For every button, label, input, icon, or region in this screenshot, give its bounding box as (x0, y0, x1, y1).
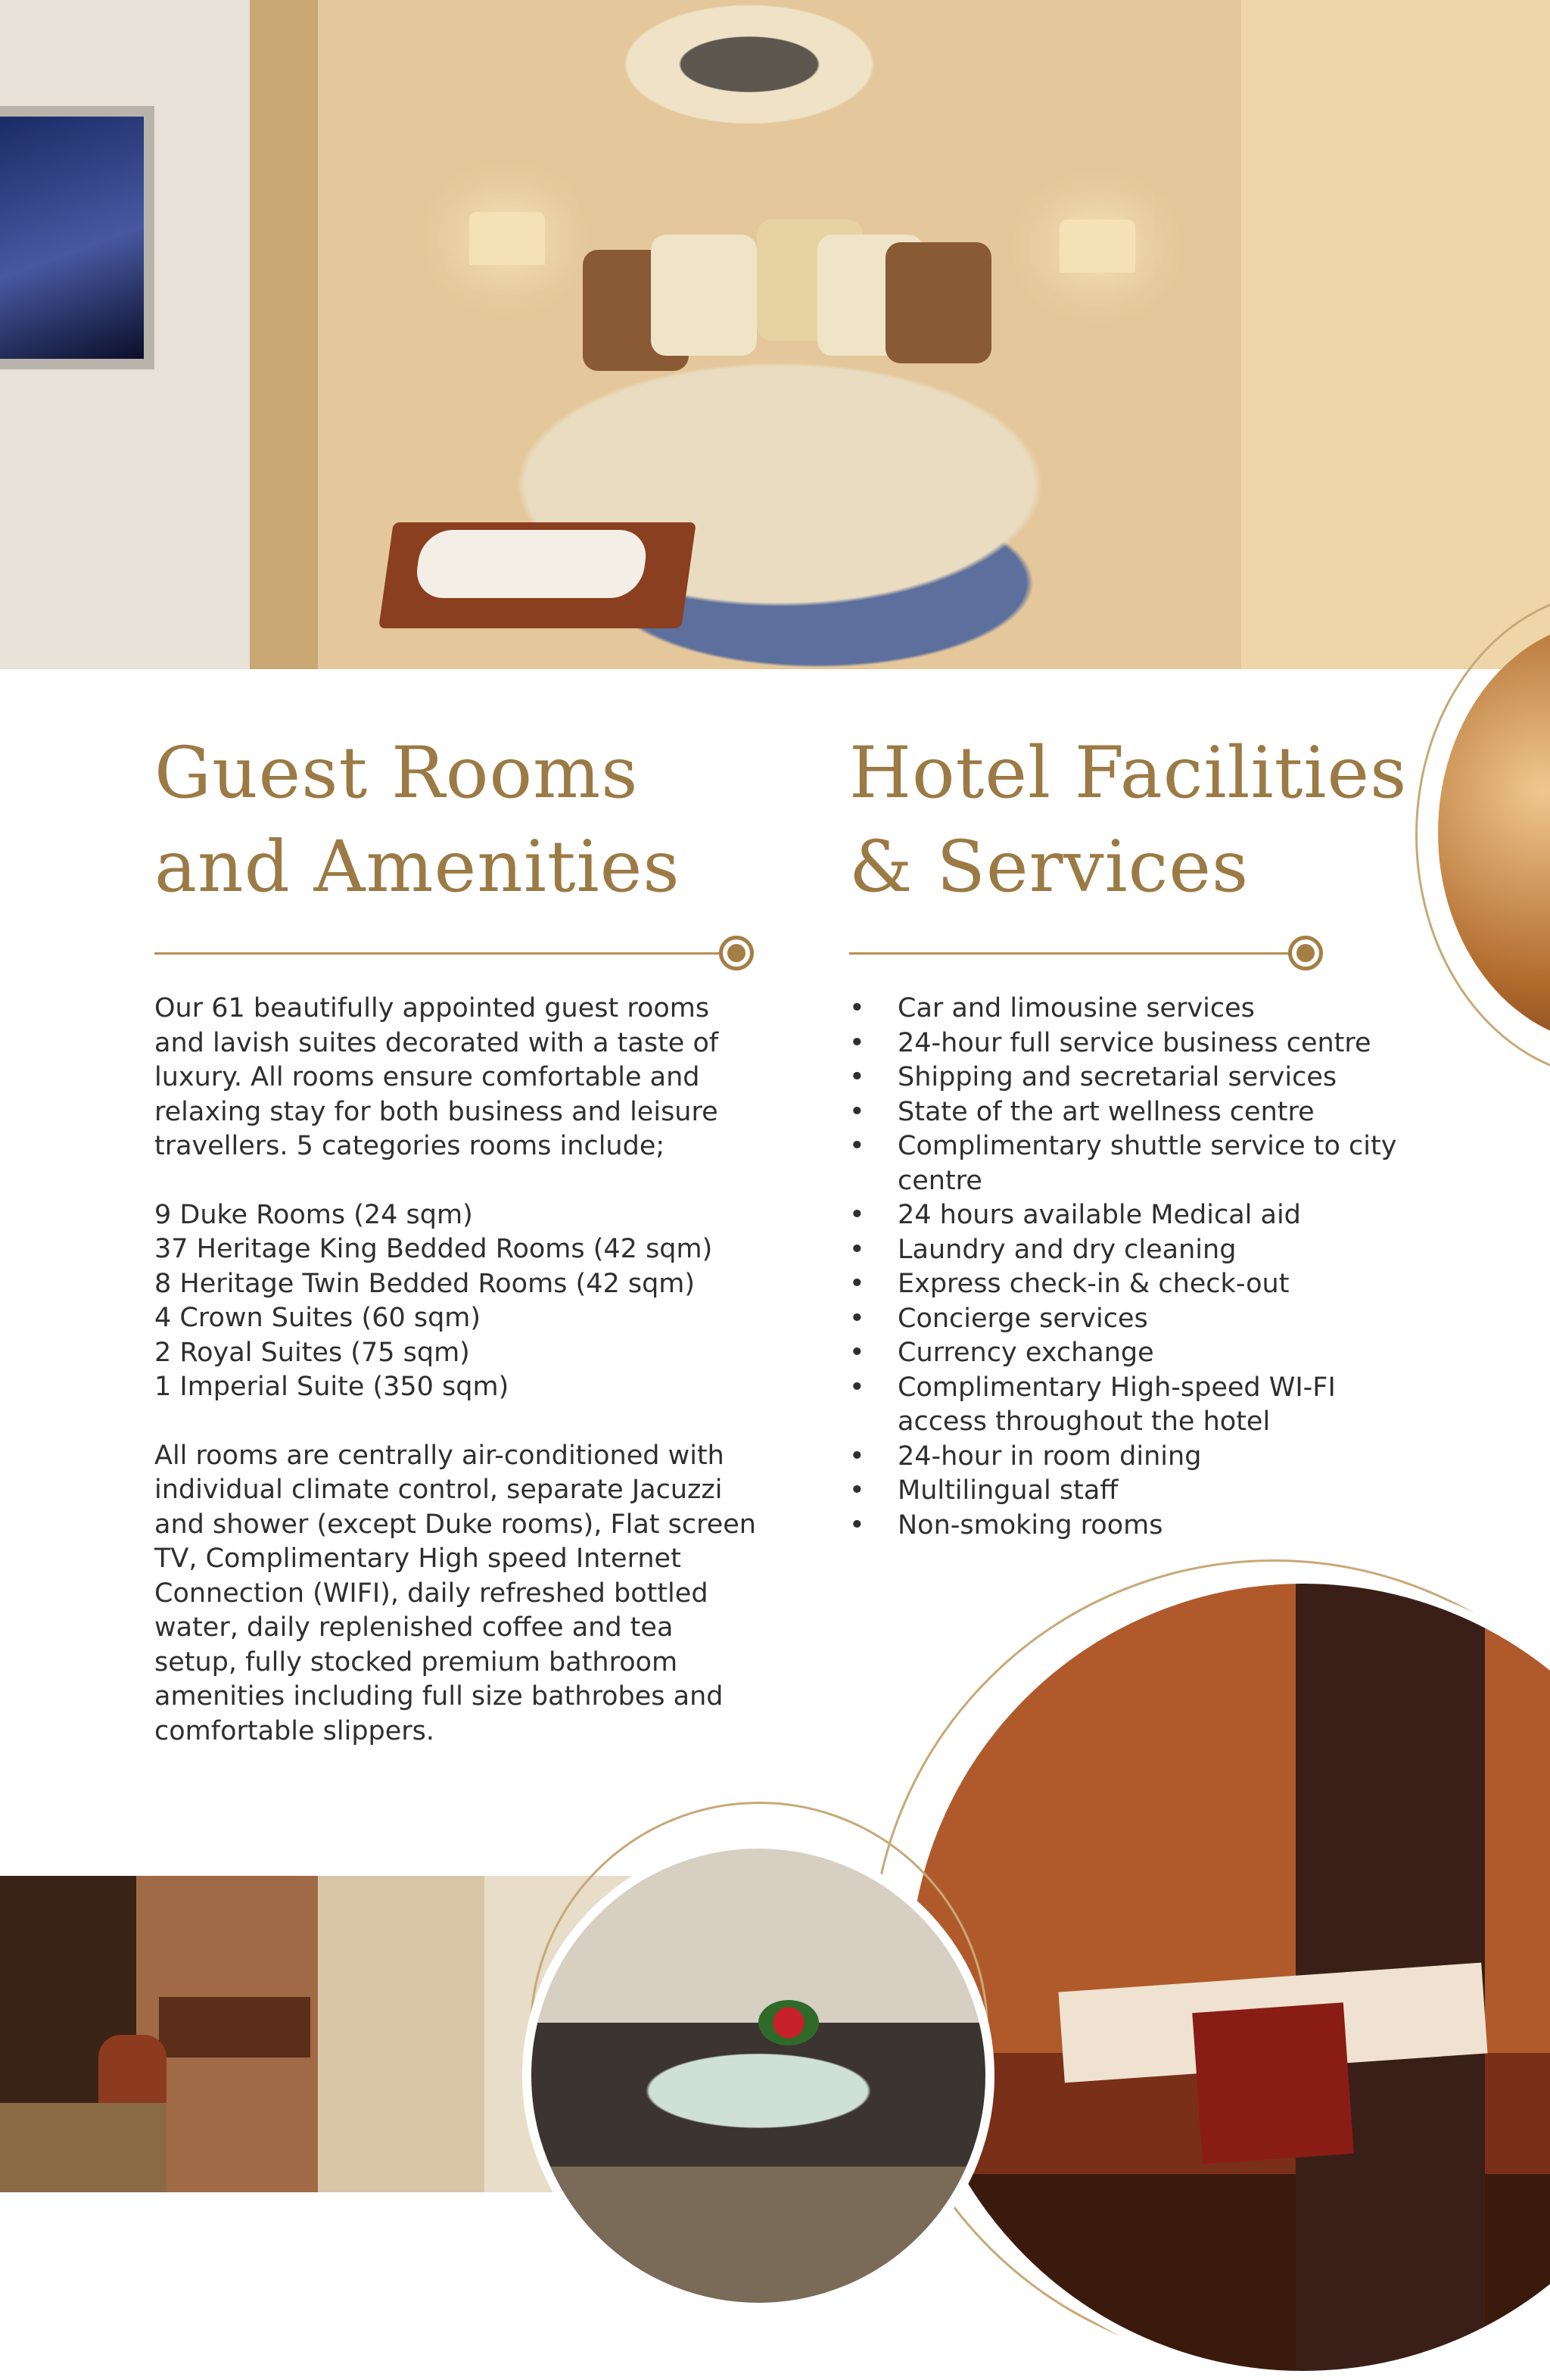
room-categories-list (154, 1198, 760, 1405)
facility-item: • Currency exchange (849, 1336, 1485, 1371)
facility-item: • 24-hour full service business centre (849, 1026, 1485, 1061)
bedside-lamp-left (469, 212, 545, 265)
room-category: 8 Heritage Twin Bedded Rooms (42 sqm) (154, 1268, 696, 1299)
hero-bedroom-photo (0, 0, 1550, 669)
bedside-lamp-right (1060, 220, 1135, 273)
facility-item: • State of the art wellness centre (849, 1095, 1485, 1130)
guest-rooms-heading-line1: Guest Rooms (154, 732, 639, 815)
guest-rooms-heading-line2: and Amenities (154, 826, 680, 908)
facilities-heading-line1: Hotel Facilities (849, 732, 1408, 815)
facility-item: • 24 hours available Medical aid (849, 1198, 1485, 1233)
room-category: 2 Royal Suites (75 sqm) (154, 1337, 470, 1368)
wall-tv (0, 106, 154, 369)
facility-item: • Complimentary High-speed WI-FI access throughout the hotel (849, 1371, 1352, 1440)
divider-ornament-icon (719, 936, 754, 970)
room-category: 9 Duke Rooms (24 sqm) (154, 1199, 473, 1230)
jacuzzi-circle-photo (522, 1840, 994, 2312)
room-amenities: All rooms are centrally air-conditioned with individual climate control, separate Jacuzzi and shower (except Duke rooms), Flat screen TV, Complimentary High speed Internet Connection (WIFI), daily refreshed bottled water, daily replenished coffee and tea setup, fully stocked premium bathroom amenities including full size bathrobes and comfortable slippers. (154, 1440, 756, 1746)
facility-item: • Non-smoking rooms (849, 1509, 1485, 1544)
facilities-heading (849, 727, 1470, 914)
flower-vase (758, 2000, 819, 2045)
guest-rooms-intro: Our 61 beautifully appointed guest rooms and lavish suites decorated with a taste of luxury. All rooms ensure comfortable and relaxing stay for both business and leisure travellers. 5 categories rooms include; (154, 993, 719, 1161)
facility-item: • Concierge services (849, 1302, 1485, 1337)
facility-item: • Complimentary shuttle service to city centre (849, 1129, 1485, 1198)
facilities-list (849, 992, 1485, 1543)
room-category: 1 Imperial Suite (350 sqm) (154, 1372, 509, 1402)
bathrobe-tray (378, 522, 696, 628)
room-category: 37 Heritage King Bedded Rooms (42 sqm) (154, 1234, 713, 1264)
guest-rooms-divider (154, 952, 734, 955)
guest-rooms-body (154, 992, 760, 1783)
facilities-divider (849, 952, 1303, 955)
facility-item: • Car and limousine services (849, 992, 1485, 1026)
pillow (885, 242, 991, 363)
guest-rooms-heading (154, 727, 745, 914)
writing-desk (159, 1997, 310, 2058)
facility-item: • 24-hour in room dining (849, 1440, 1485, 1475)
room-category: 4 Crown Suites (60 sqm) (154, 1303, 481, 1333)
sofa (0, 2103, 167, 2192)
facility-item: • Laundry and dry cleaning (849, 1233, 1485, 1268)
pillow (651, 235, 757, 356)
red-towel (1192, 2002, 1353, 2163)
facility-item: • Express check-in & check-out (849, 1267, 1485, 1302)
facility-item: • Shipping and secretarial services (849, 1061, 1485, 1095)
facility-item: • Multilingual staff (849, 1474, 1485, 1509)
facilities-heading-line2: & Services (849, 826, 1250, 908)
divider-ornament-icon (1288, 936, 1323, 970)
